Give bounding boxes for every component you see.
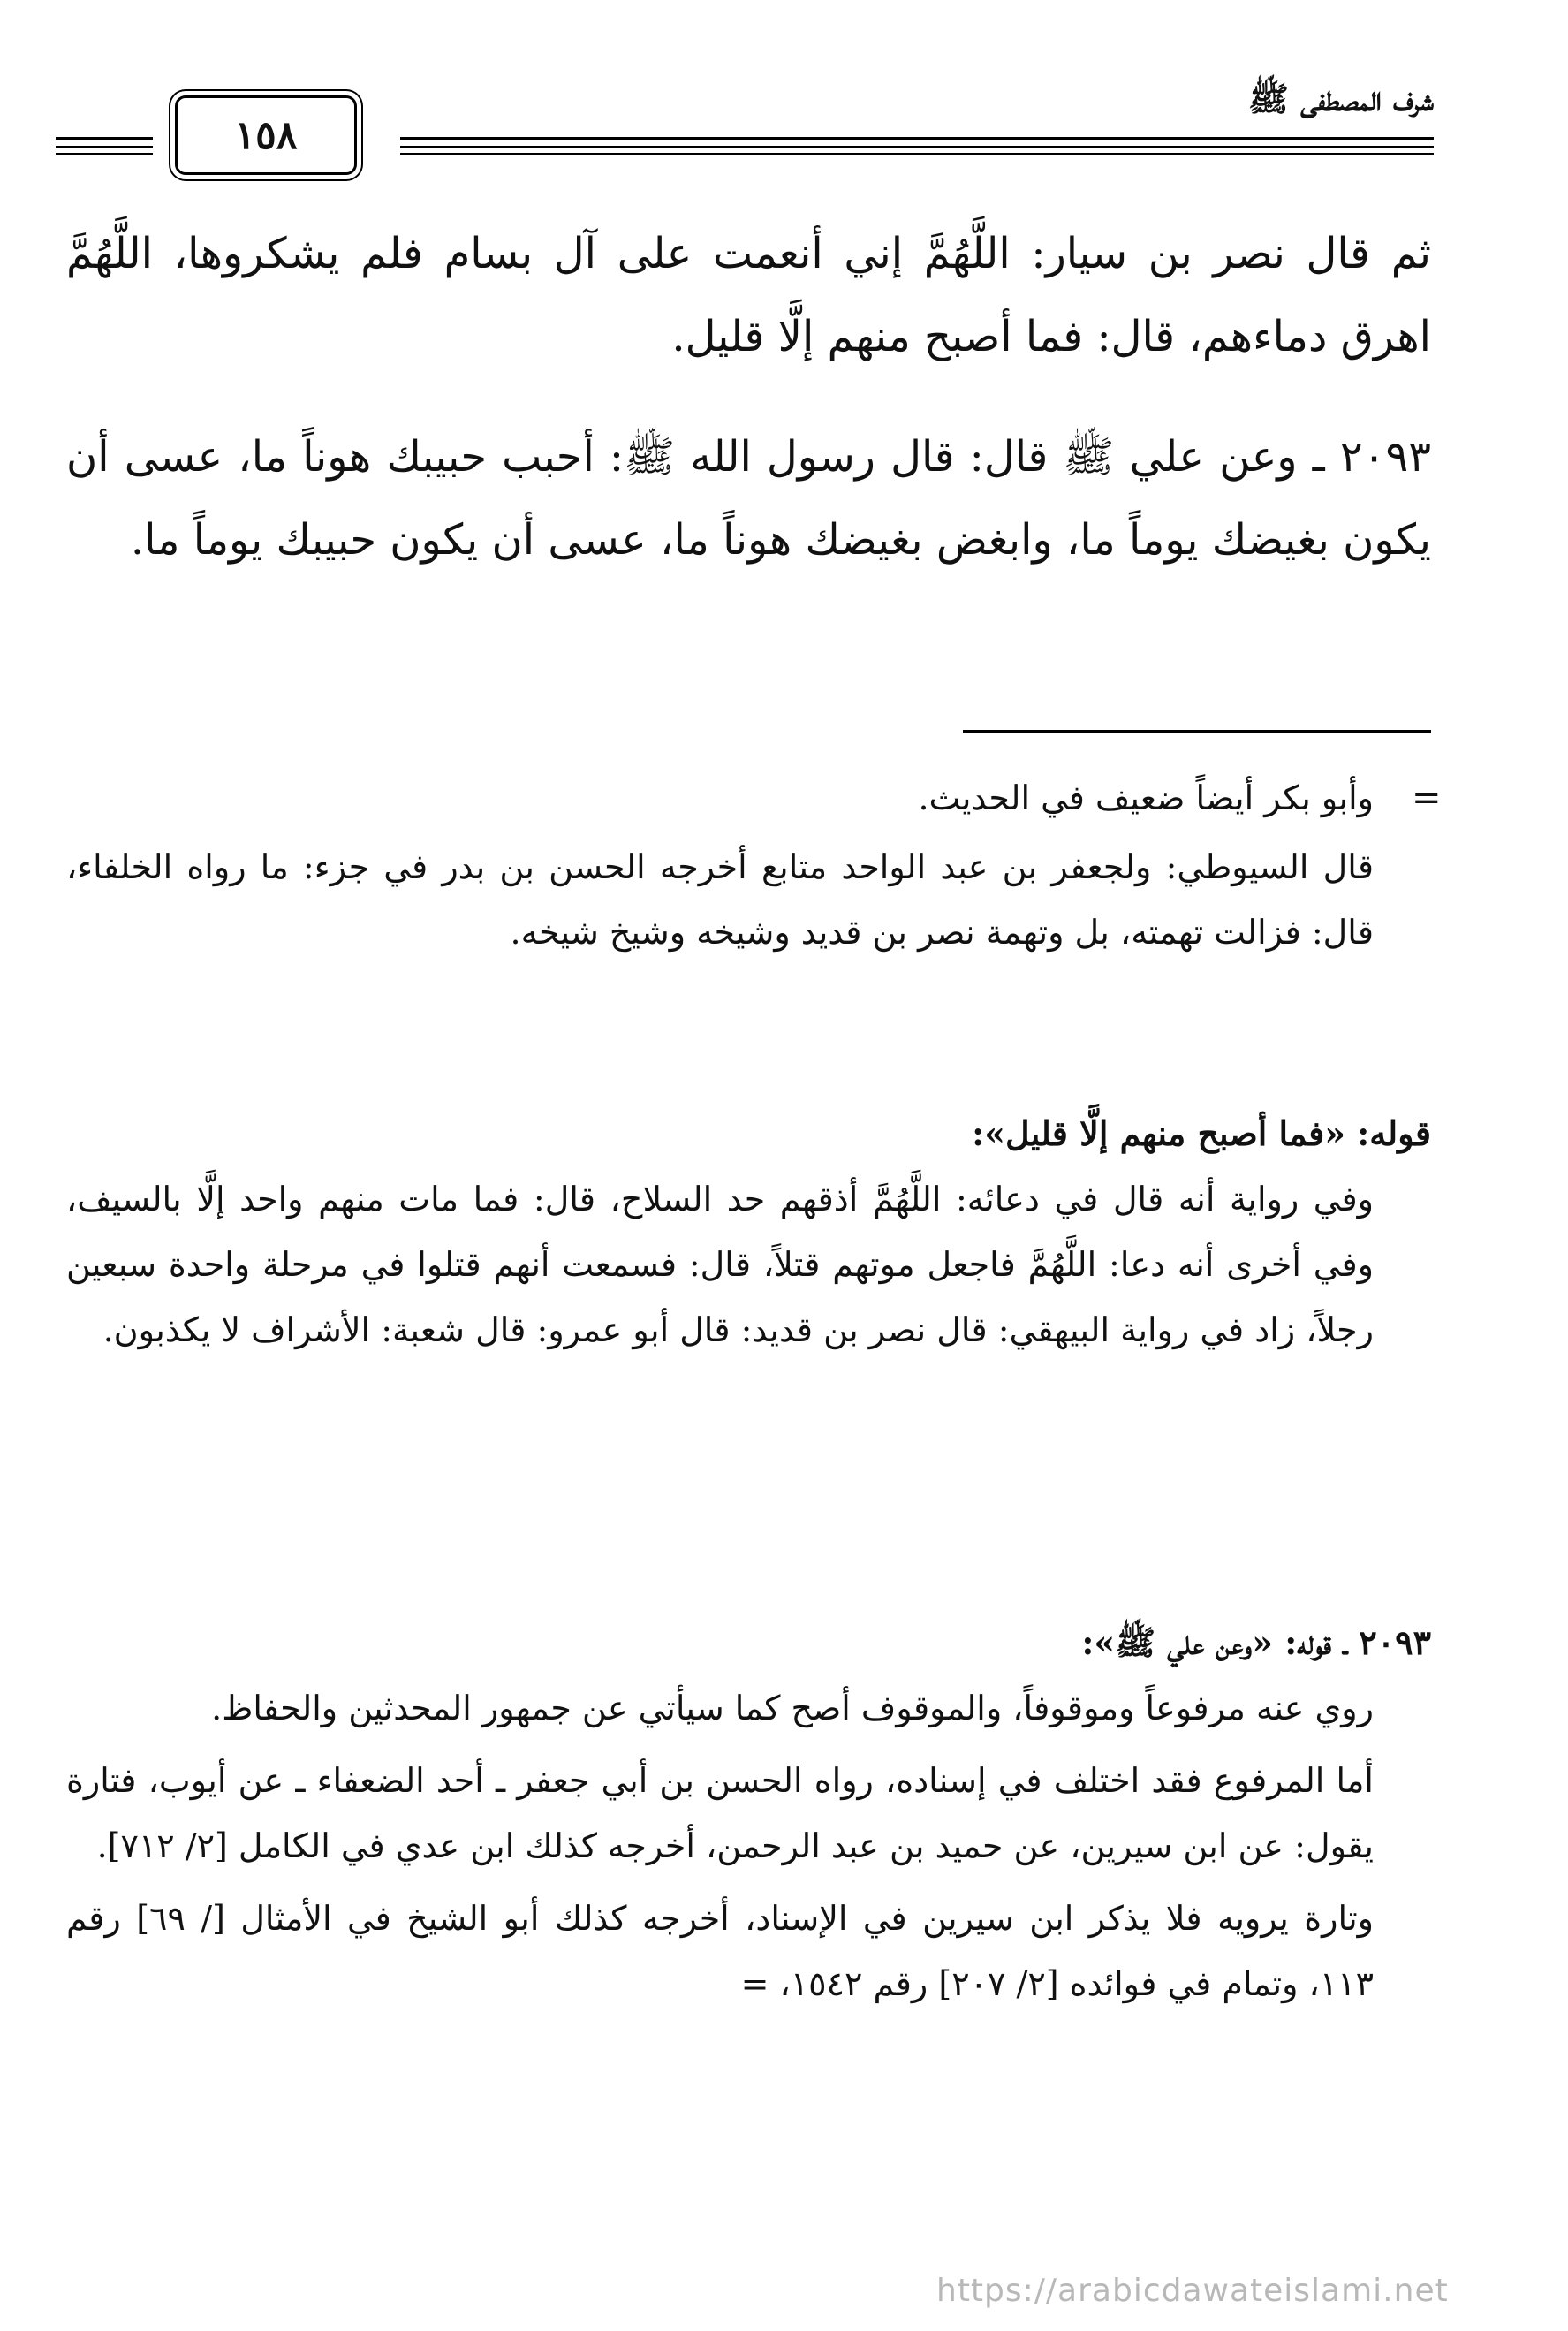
header-rule-left	[56, 153, 153, 155]
footnote-paragraph: وتارة يرويه فلا يذكر ابن سيرين في الإسناد، أخرجه كذلك أبو الشيخ في الأمثال [/ ٦٩] رقم ١١٣، وتمام في فوائده [٢/ ٢٠٧] رقم ١٥٤٢، =	[66, 1899, 1374, 2003]
continuation-mark: =	[1412, 778, 1442, 818]
header-rule-left	[56, 146, 153, 148]
footnotes	[66, 765, 1374, 965]
footnote-paragraph: قال السيوطي: ولجعفر بن عبد الواحد متابع أخرجه الحسن بن بدر في جزء: ما رواه الخلفاء، قال: فزالت تهمته، بل وتهمة نصر بن قديد وشيخه وشيخ شيخه.	[66, 847, 1374, 952]
page-number-frame	[175, 95, 357, 175]
watermark-url: https://arabicdawateislami.net	[936, 2273, 1449, 2309]
page-number: ١٥٨	[234, 112, 298, 158]
hadith-paragraph: ٢٠٩٣ ـ وعن علي ﷺ قال: قال رسول الله ﷺ: أحبب حبيبك هوناً ما، عسى أن يكون بغيضك يوماً ما، وابغض بغيضك هوناً ما، عسى أن يكون حبيبك يوماً ما.	[66, 432, 1431, 565]
header-rule	[400, 146, 1434, 148]
footnote-paragraph: وفي رواية أنه قال في دعائه: اللَّهُمَّ أذقهم حد السلاح، قال: فما مات منهم واحد إلَّا بالسيف، وفي أخرى أنه دعا: اللَّهُمَّ فاجعل موتهم قتلاً، قال: فسمعت أنهم قتلوا في مرحلة واحدة سبعين رجلاً، زاد في رواية البيهقي: قال نصر بن قديد: قال أبو عمرو: قال شعبة: الأشراف لا يكذبون.	[66, 1180, 1374, 1349]
running-title: شرف المصطفى ﷺ	[1248, 79, 1434, 118]
footnote-heading: قوله: «فما أصبح منهم إلَّا قليل»:	[972, 1113, 1431, 1153]
page-header	[69, 66, 1434, 172]
main-paragraph: ثم قال نصر بن سيار: اللَّهُمَّ إني أنعمت على آل بسام فلم يشكروها، اللَّهُمَّ اهرق دماءهم، قال: فما أصبح منهم إلَّا قليل.	[66, 229, 1432, 361]
main-text	[66, 212, 1431, 378]
footnote-paragraph: أما المرفوع فقد اختلف في إسناده، رواه الحسن بن أبي جعفر ـ أحد الضعفاء ـ عن أيوب، فتارة يقول: عن ابن سيرين، عن حميد بن عبد الرحمن، أخرجه كذلك ابن عدي في الكامل [٢/ ٧١٢].	[66, 1761, 1374, 1865]
footnote-line: وأبو بكر أيضاً ضعيف في الحديث.	[918, 778, 1374, 817]
footnote-paragraph: روي عنه مرفوعاً وموقوفاً، والموقوف أصح كما سيأتي عن جمهور المحدثين والحفاظ.	[211, 1689, 1374, 1727]
footnote-block	[66, 1610, 1431, 2016]
header-rule	[400, 137, 1434, 140]
footnote-block	[66, 1101, 1431, 1363]
header-rule	[400, 153, 1434, 155]
header-rule-left	[56, 137, 153, 140]
footnote-separator	[963, 730, 1431, 733]
main-text	[66, 415, 1431, 581]
footnote-heading: ٢٠٩٣ ـ قوله: «وعن علي ﷺ»:	[1081, 1622, 1431, 1662]
